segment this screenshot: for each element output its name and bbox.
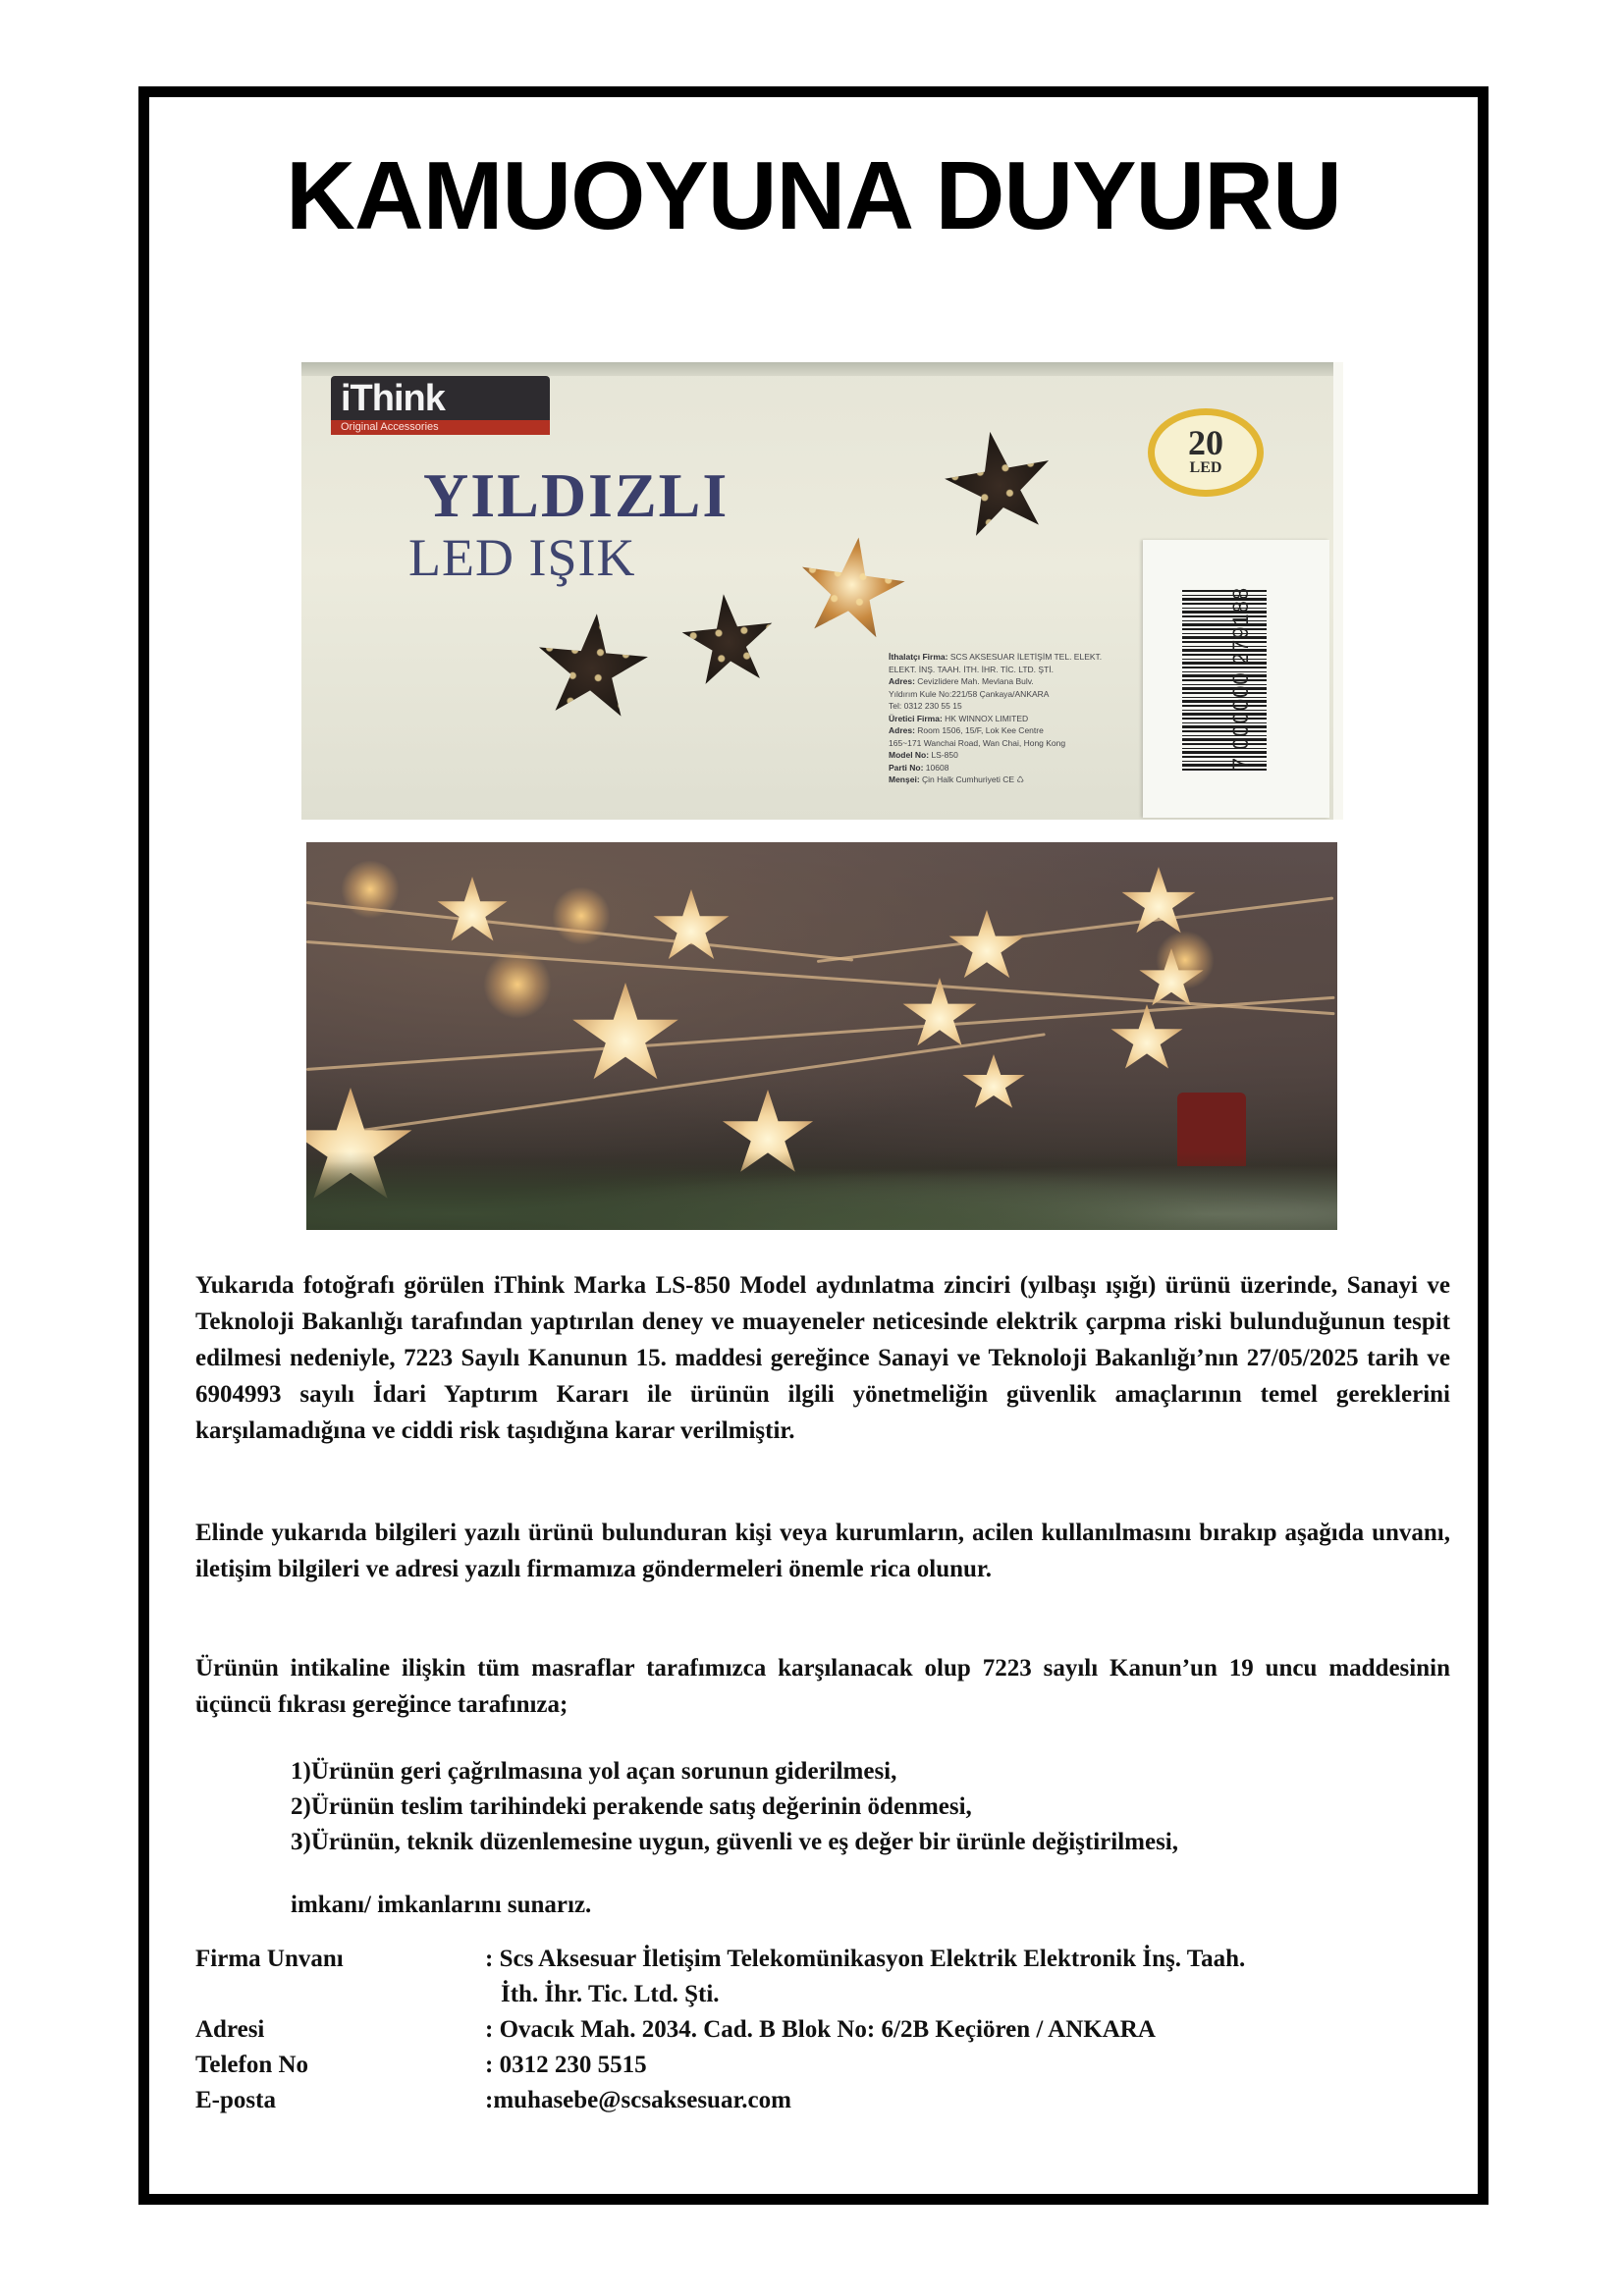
star-icon: [790, 530, 912, 650]
led-unit: LED: [1189, 459, 1222, 476]
star-light-icon: [1120, 867, 1197, 939]
star-icon: [936, 422, 1063, 550]
remedy-item: 3)Ürünün, teknik düzenlemesine uygun, güvenli ve eş değer bir ürünle değiştirilmesi,: [291, 1829, 1179, 1855]
label-line: [889, 749, 1183, 762]
product-name-line1: YILDIZLI: [423, 460, 730, 530]
label-value: Yıldırım Kule No:221/58 Çankaya/ANKARA: [889, 688, 1050, 699]
address-label: Adresi: [195, 2016, 265, 2043]
label-line: [889, 651, 1183, 664]
label-line: [889, 737, 1183, 750]
label-line: [889, 700, 1183, 713]
company-name-value: : Scs Aksesuar İletişim Telekomünikasyon Elektrik Elektronik İnş. Taah.: [485, 1946, 1246, 1972]
light-wire: [306, 1033, 1046, 1140]
company-name-label: Firma Unvanı: [195, 1946, 344, 1972]
instruction-paragraph: Elinde yukarıda bilgileri yazılı ürünü bulunduran kişi veya kurumların, acilen kullanılmasını bırakıp aşağıda unvanı, iletişim bilgileri ve adresi yazılı firmamıza göndermeleri önemle rica olunur.: [195, 1520, 1450, 1582]
brand-logo: [331, 376, 550, 435]
label-value: SCS AKSESUAR İLETİŞİM TEL. ELEKT.: [949, 652, 1103, 662]
label-value: Tel: 0312 230 55 15: [889, 701, 962, 711]
brand-tagline: Original Accessories: [331, 420, 550, 435]
label-value: Cevizlidere Mah. Mevlana Bulv.: [917, 676, 1034, 686]
costs-paragraph: Ürünün intikaline ilişkin tüm masraflar tarafımızca karşılanacak olup 7223 sayılı Kanun’un 19 uncu maddesinin üçüncü fıkrası gereğince tarafınıza;: [195, 1655, 1450, 1718]
label-key: İthalatçı Firma:: [889, 652, 950, 662]
light-wire: [817, 896, 1333, 963]
company-name-value-cont: İth. İhr. Tic. Ltd. Şti.: [501, 1981, 720, 2007]
label-key: Adres:: [889, 725, 918, 735]
star-light-icon: [436, 877, 509, 947]
label-key: Adres:: [889, 676, 918, 686]
brand-name: iThink: [341, 378, 445, 419]
star-light-icon: [1110, 1004, 1184, 1075]
label-key: Model No:: [889, 750, 932, 760]
label-value: 165~171 Wanchai Road, Wan Chai, Hong Kong: [889, 737, 1066, 748]
lit-star-lights-photo: [306, 842, 1337, 1230]
led-count-badge: [1148, 408, 1264, 497]
bokeh-light: [552, 886, 611, 945]
light-wire: [306, 996, 1335, 1071]
barcode-sticker: [1143, 540, 1329, 818]
label-line: [889, 675, 1183, 688]
star-icon: [530, 609, 653, 728]
bokeh-light: [483, 950, 552, 1019]
star-light-icon: [652, 889, 731, 966]
star-light-icon: [961, 1054, 1026, 1113]
label-value: Room 1506, 15/F, Lok Kee Centre: [917, 725, 1044, 735]
foliage: [306, 1151, 1337, 1230]
email-value: :muhasebe@scsaksesuar.com: [485, 2087, 791, 2113]
label-line: [889, 774, 1183, 786]
box-edge-right: [1333, 362, 1343, 820]
star-icon: [677, 589, 781, 694]
led-count: 20: [1188, 423, 1223, 462]
barcode-number: 7 000000 279188: [1228, 586, 1253, 771]
star-light-icon: [947, 910, 1026, 985]
address-value: : Ovacık Mah. 2034. Cad. B Blok No: 6/2B Keçiören / ANKARA: [485, 2016, 1156, 2043]
remedy-item: 2)Ürünün teslim tarihindeki perakende satış değerinin ödenmesi,: [291, 1793, 972, 1820]
closing-line: imkanı/ imkanlarını sunarız.: [291, 1892, 592, 1918]
label-line: [889, 688, 1183, 701]
label-value: ELEKT. İNŞ. TAAH. İTH. İHR. TİC. LTD. ŞTİ.: [889, 664, 1054, 674]
remedy-item: 1)Ürünün geri çağrılmasına yol açan sorunun giderilmesi,: [291, 1758, 897, 1785]
label-key: Menşei:: [889, 774, 923, 784]
page-title: KAMUOYUNA DUYURU: [286, 141, 1341, 249]
label-key: Üretici Firma:: [889, 713, 946, 723]
barcode-icon: [1182, 586, 1267, 771]
announcement-paragraph: Yukarıda fotoğrafı görülen iThink Marka LS-850 Model aydınlatma zinciri (yılbaşı ışığı) ürünü üzerinde, Sanayi ve Teknoloji Bakanlığı tarafından yaptırılan deney ve muayeneler neticesinde elektrik çarpma riski bulunduğunun tespit edilmesi nedeniyle, 7223 Sayılı Kanunun 15. maddesi gereğince Sanayi ve Teknoloji Bakanlığı’nın 27/05/2025 tarih ve 6904993 sayılı İdari Yaptırım Kararı ile ürünün ilgili yönetmeliğin güvenlik amaçlarının temel gereklerini karşılamadığına ve ciddi risk taşıdığına karar verilmiştir.: [195, 1272, 1450, 1444]
label-line: [889, 664, 1183, 676]
email-label: E-posta: [195, 2087, 276, 2113]
label-value: HK WINNOX LIMITED: [945, 713, 1029, 723]
label-line: [889, 713, 1183, 725]
label-value: 10608: [925, 762, 949, 773]
label-value: Çin Halk Cumhuriyeti CE ♺: [922, 774, 1024, 784]
product-name-line2: LED IŞIK: [408, 528, 636, 587]
label-value: LS-850: [931, 750, 958, 760]
label-key: Parti No:: [889, 762, 926, 773]
label-line: [889, 724, 1183, 737]
product-box-photo: [301, 362, 1343, 820]
box-edge: [301, 362, 1343, 376]
phone-value: : 0312 230 5515: [485, 2052, 647, 2078]
product-label-text: [889, 651, 1183, 786]
star-light-icon: [570, 983, 680, 1089]
label-line: [889, 762, 1183, 774]
bokeh-light: [341, 860, 400, 919]
phone-label: Telefon No: [195, 2052, 309, 2078]
